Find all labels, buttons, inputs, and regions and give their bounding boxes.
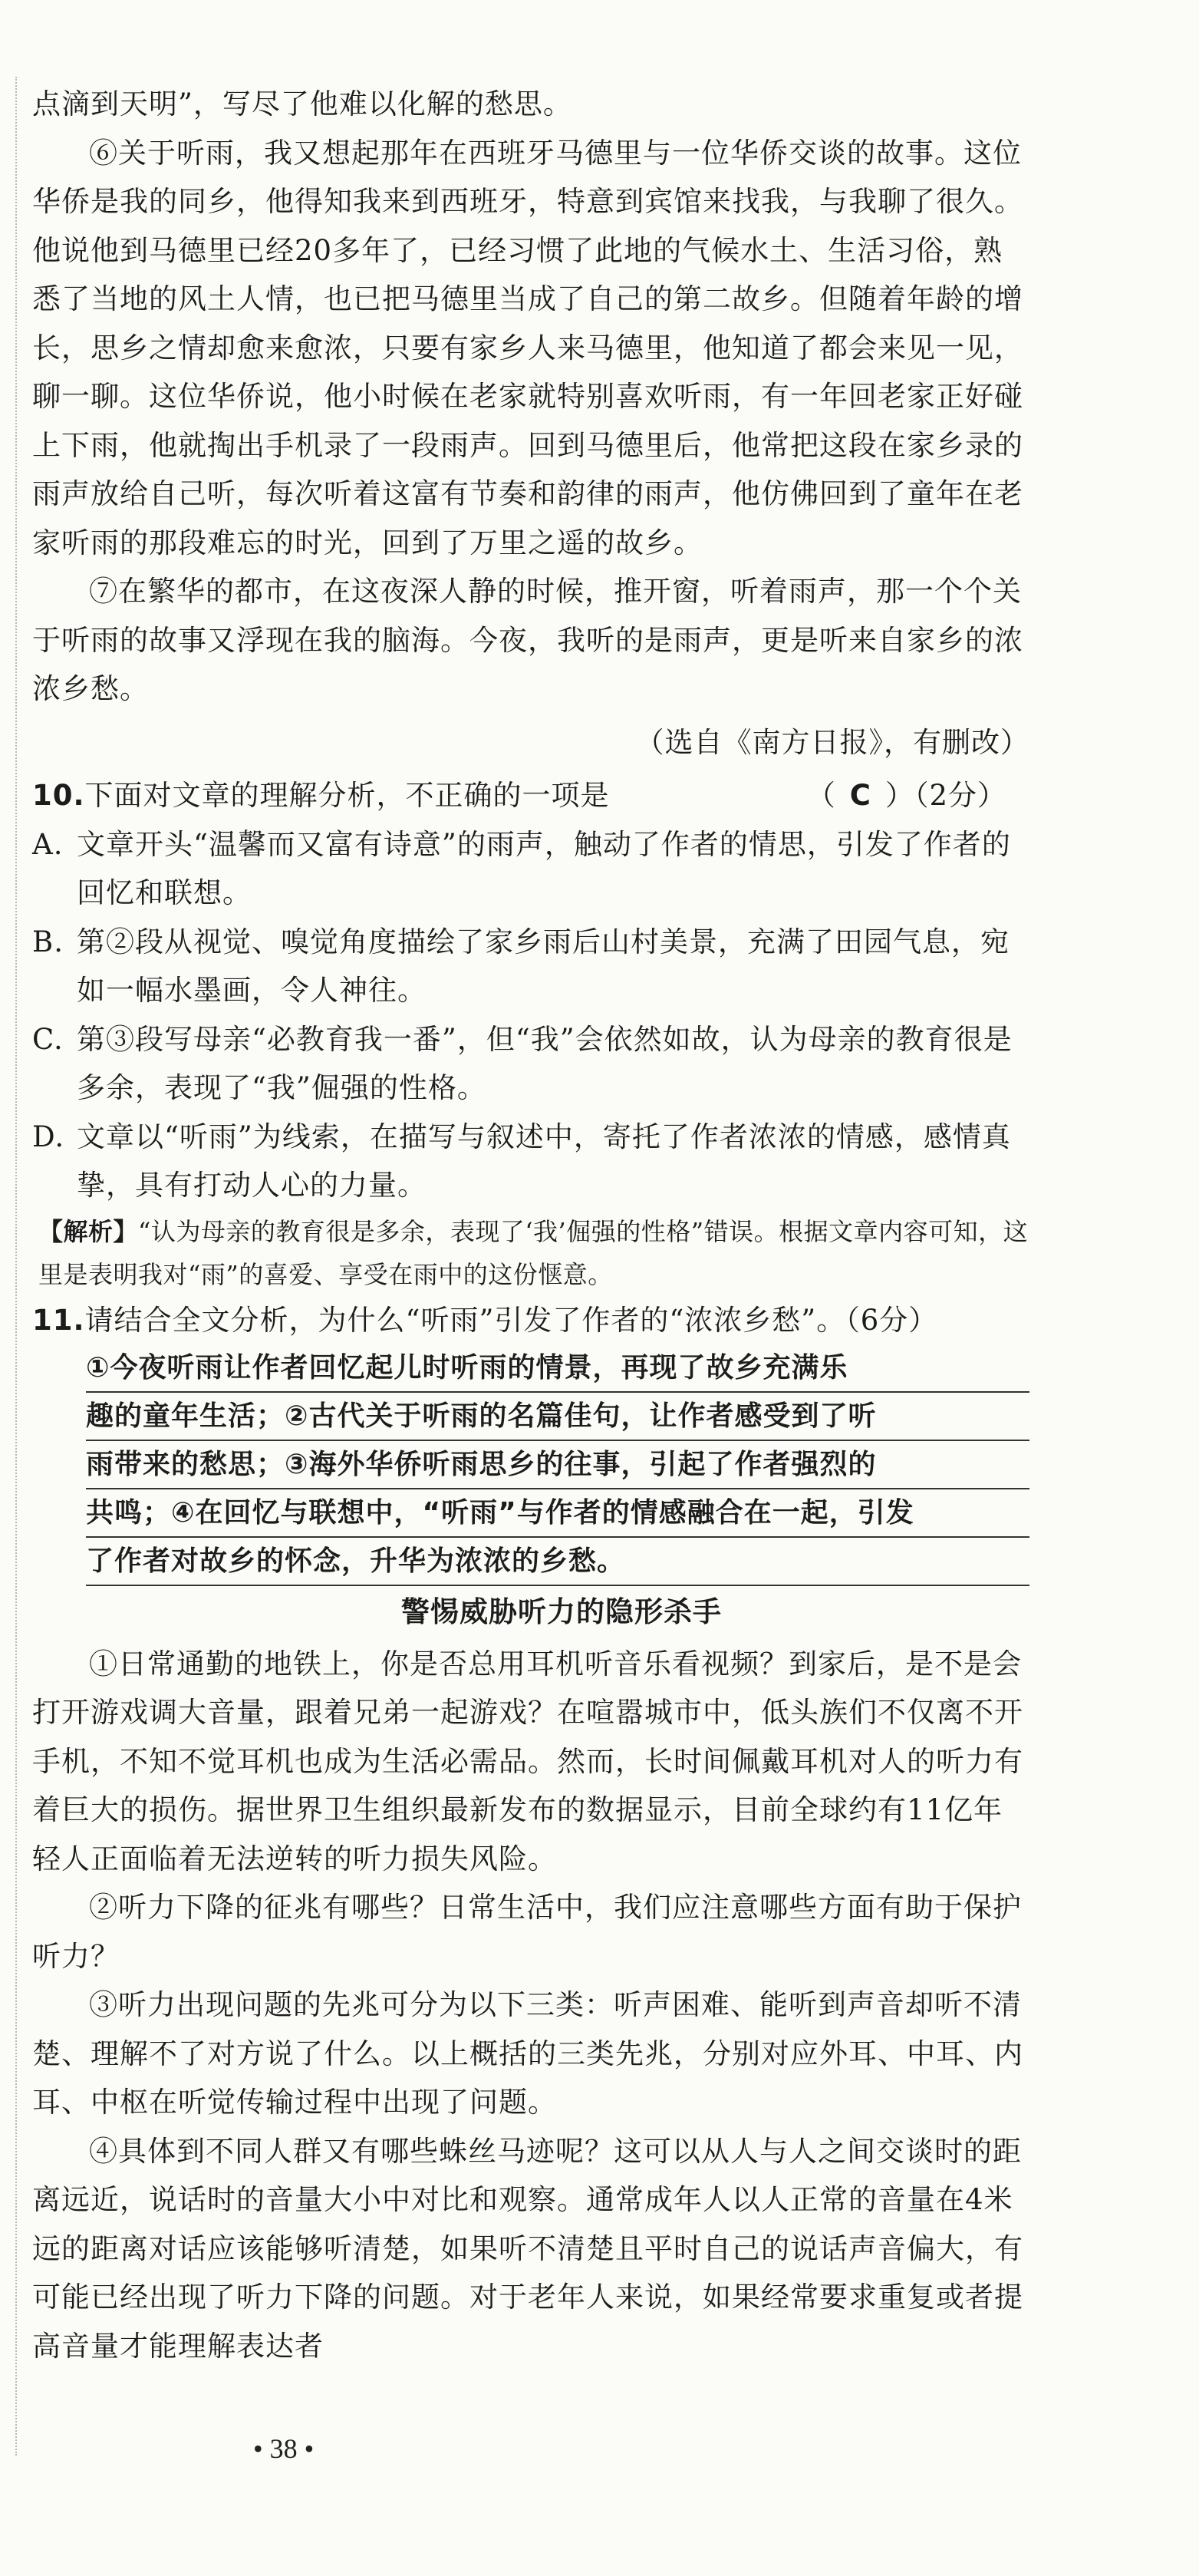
answer-line: 趣的童年生活；②古代关于听雨的名篇佳句，让作者感受到了听 [86,1393,1029,1441]
answer-line: 了作者对故乡的怀念，升华为浓浓的乡愁。 [86,1538,1029,1586]
option-a [32,820,1029,918]
option-c [32,1015,1029,1113]
binding-margin-line [15,77,17,2456]
question-10 [32,771,1029,820]
article-2-paragraph-2: ②听力下降的征兆有哪些？日常生活中，我们应注意哪些方面有助于保护听力？ [32,1891,1022,1973]
option-text: 第③段写母亲“必教育我一番”，但“我”会依然如故，认为母亲的教育很是多余，表现了“我”倔强的性格。 [77,1022,1013,1104]
question-10-stem: 下面对文章的理解分析，不正确的一项是 [84,779,610,812]
article-source: （选自《南方日报》，有删改） [635,725,1029,759]
answer-line: 共鸣；④在回忆与联想中，“听雨”与作者的情感融合在一起，引发 [86,1489,1029,1538]
answer-line: 雨带来的愁思；③海外华侨听雨思乡的往事，引起了作者强烈的 [86,1441,1029,1489]
article-2-title: 警惕威胁听力的隐形杀手 [401,1595,722,1628]
answer-close-score: ）（2分） [884,779,1006,812]
option-letter: D. [32,1120,65,1153]
option-text: 第②段从视觉、嗅觉角度描绘了家乡雨后山村美景，充满了田园气息，宛如一幅水墨画，令人神往。 [77,925,1010,1007]
option-b [32,918,1029,1015]
paragraph-5-end: 点滴到天明”，写尽了他难以化解的愁思。 [32,87,572,120]
option-d [32,1113,1029,1210]
article-2-paragraph-3: ③听力出现问题的先兆可分为以下三类：听声困难、能听到声音却听不清楚、理解不了对方说了什么。以上概括的三类先兆，分别对应外耳、中耳、内耳、中枢在听觉传输过程中出现了问题。 [32,1988,1023,2119]
option-letter: A. [32,827,64,861]
page-number: • 38 • [253,2433,315,2464]
question-11-number: 11. [32,1303,85,1337]
question-10-analysis [32,1210,1029,1296]
question-10-answer-box [807,771,1006,820]
question-11-stem: 请结合全文分析，为什么“听雨”引发了作者的“浓浓乡愁”。（6分） [84,1303,938,1337]
option-text: 文章以“听雨”为线索，在描写与叙述中，寄托了作者浓浓的情感，感情真挚，具有打动人心的力量。 [77,1120,1011,1202]
option-letter: C. [32,1022,64,1056]
paragraph-6: ⑥关于听雨，我又想起那年在西班牙马德里与一位华侨交谈的故事。这位华侨是我的同乡，他得知我来到西班牙，特意到宾馆来找我，与我聊了很久。他说他到马德里已经20多年了，已经习惯了此地的气候水土、生活习俗，熟悉了当地的风土人情，也已把马德里当成了自己的第二故乡。但随着年龄的增长，思乡之情却愈来愈浓，只要有家乡人来马德里，他知道了都会来见一见，聊一聊。这位华侨说，他小时候在老家就特别喜欢听雨，有一年回老家正好碰上下雨，他就掏出手机录了一段雨声。回到马德里后，他常把这段在家乡录的雨声放给自己听，每次听着这富有节奏和韵律的雨声，他仿佛回到了童年在老家听雨的那段难忘的时光，回到了万里之遥的故乡。 [32,136,1023,559]
page-content [32,80,1029,2370]
option-text: 文章开头“温馨而又富有诗意”的雨声，触动了作者的情思，引发了作者的回忆和联想。 [77,827,1011,909]
article-2-paragraph-4: ④具体到不同人群又有哪些蛛丝马迹呢？这可以从人与人之间交谈时的距离远近，说话时的音量大小中对比和观察。通常成年人以人正常的音量在4米远的距离对话应该能够听清楚，如果听不清楚且平时自己的说话声音偏大，有可能已经出现了听力下降的问题。对于老年人来说，如果经常要求重复或者提高音量才能理解表达者 [32,2134,1023,2363]
analysis-tag: 【解析】 [38,1216,139,1246]
analysis-text: “认为母亲的教育很是多余，表现了‘我’倔强的性格”错误。根据文章内容可知，这里是表明我对“雨”的喜爱、享受在雨中的这份惬意。 [38,1216,1029,1289]
question-10-answer: C [849,779,871,812]
paragraph-7: ⑦在繁华的都市，在这夜深人静的时候，推开窗，听着雨声，那一个个关于听雨的故事又浮现在我的脑海。今夜，我听的是雨声，更是听来自家乡的浓浓乡愁。 [32,575,1023,705]
question-10-number: 10. [32,779,85,812]
answer-open-paren: （ [806,779,836,812]
question-11-answer [86,1344,1029,1586]
option-letter: B. [32,925,64,958]
article-2-paragraph-1: ①日常通勤的地铁上，你是否总用耳机听音乐看视频？到家后，是不是会打开游戏调大音量，跟着兄弟一起游戏？在喧嚣城市中，低头族们不仅离不开手机，不知不觉耳机也成为生活必需品。然而，长时间佩戴耳机对人的听力有着巨大的损伤。据世界卫生组织最新发布的数据显示，目前全球约有11亿年轻人正面临着无法逆转的听力损失风险。 [32,1647,1023,1875]
question-11 [32,1296,1029,1345]
answer-line: ①今夜听雨让作者回忆起儿时听雨的情景，再现了故乡充满乐 [86,1344,1029,1393]
